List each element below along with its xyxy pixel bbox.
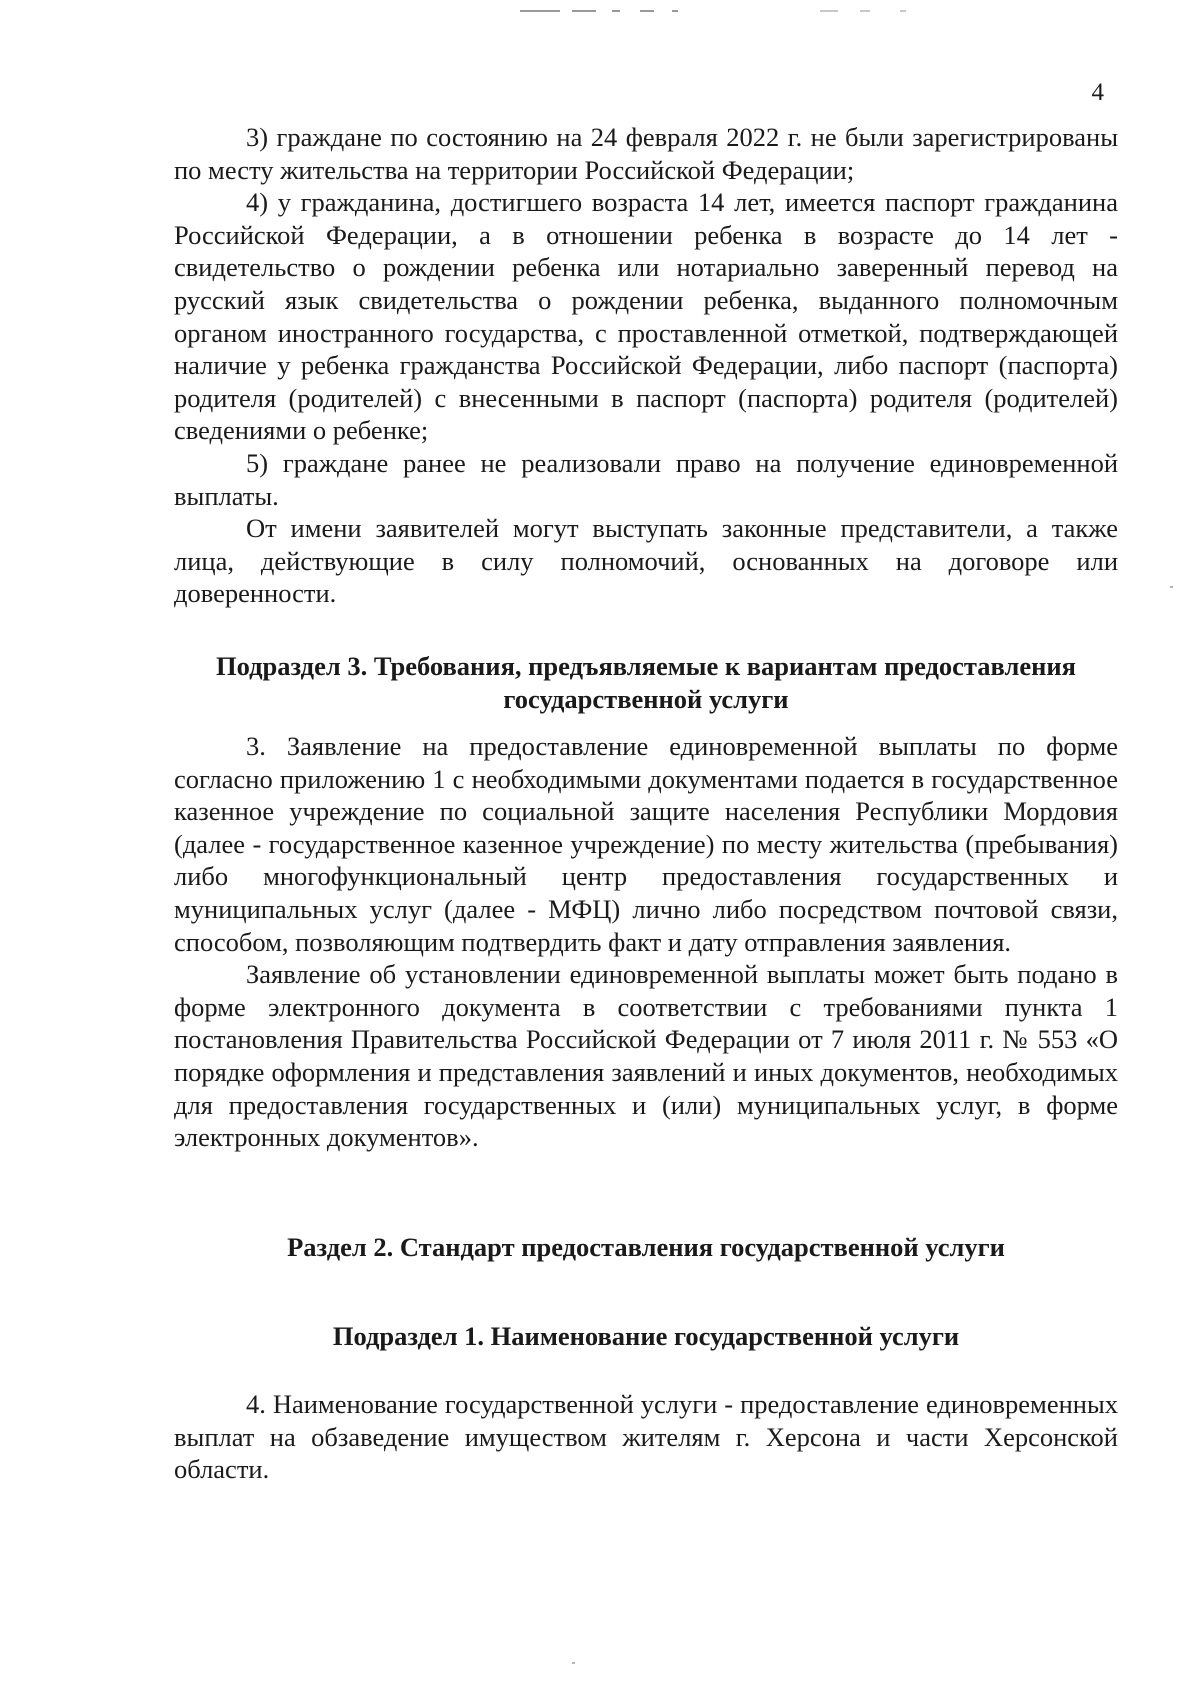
scan-artifact — [900, 10, 906, 12]
top-paragraphs — [174, 121, 1118, 610]
scan-artifact — [520, 10, 560, 12]
middle-paragraphs — [174, 730, 1118, 1154]
scan-speck — [1170, 586, 1173, 588]
section-2-heading: Раздел 2. Стандарт предоставления государственной услуги — [287, 1232, 1005, 1262]
paragraph-representatives: От имени заявителей могут выступать законные представители, а также лица, действующие в силу полномочий, основанных на договоре или доверенности. — [174, 513, 1118, 609]
scan-artifact — [860, 10, 870, 12]
scan-speck — [572, 1662, 575, 1664]
bottom-paragraph — [174, 1388, 1118, 1486]
subsection-1-heading: Подраздел 1. Наименование государственной услуги — [332, 1321, 960, 1351]
scan-artifact — [640, 10, 654, 12]
paragraph-item-4: 4) у гражданина, достигшего возраста 14 лет, имеется паспорт гражданина Российской Федерации, а в отношении ребенка в возрасте до 14 лет - свидетельство о рождении ребенка или нотариально заверенный перевод на русский язык свидетельства о рождении ребенка, выданного полномочным органом иностранного государства, с проставленной отметкой, подтверждающей наличие у ребенка гражданства Российской Федерации, либо паспорт (паспорта) родителя (родителей) с внесенными в паспорт (паспорта) родителя (родителей) сведениями о ребенке; — [174, 187, 1118, 446]
scan-artifact — [572, 10, 596, 12]
scan-artifact — [672, 10, 678, 12]
subsection-3-heading: Подраздел 3. Требования, предъявляемые к вариантам предоставления государственной услуги — [216, 651, 1076, 714]
scan-artifact — [820, 10, 838, 12]
paragraph-clause-3: 3. Заявление на предоставление единовременной выплаты по форме согласно приложению 1 с необходимыми документами подается в государственное казенное учреждение по социальной защите населения Республики Мордовия (далее - государственное казенное учреждение) по месту жительства (пребывания) либо многофункциональный центр предоставления государственных и муниципальных услуг (далее - МФЦ) лично либо посредством почтовой связи, способом, позволяющим подтвердить факт и дату отправления заявления. — [174, 731, 1118, 957]
paragraph-item-3: 3) граждане по состоянию на 24 февраля 2022 г. не были зарегистрированы по месту жительства на территории Российской Федерации; — [174, 122, 1118, 185]
paragraph-electronic-application: Заявление об установлении единовременной выплаты может быть подано в форме электронного документа в соответствии с требованиями пункта 1 постановления Правительства Российской Федерации от 7 июля 2011 г. № 553 «О порядке оформления и представления заявлений и иных документов, необходимых для предоставления государственных и (или) муниципальных услуг, в форме электронных документов». — [174, 959, 1118, 1153]
paragraph-item-5: 5) граждане ранее не реализовали право на получение единовременной выплаты. — [174, 447, 1118, 511]
page-number: 4 — [1091, 79, 1104, 106]
scan-artifact — [612, 10, 620, 12]
paragraph-clause-4: 4. Наименование государственной услуги - предоставление единовременных выплат на обзаведение имуществом жителям г. Херсона и части Херсонской области. — [174, 1389, 1118, 1485]
